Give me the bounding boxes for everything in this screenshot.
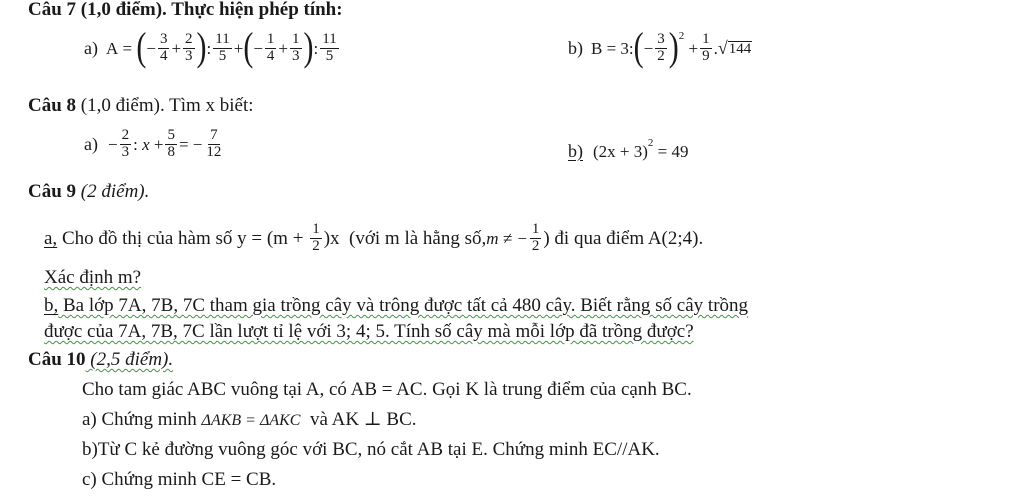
q9a-prefix: a, (44, 227, 58, 249)
q8-header-rest: (1,0 điểm). Tìm x biết: (76, 95, 254, 116)
question-10-line2 (82, 410, 417, 429)
q8a-frac1: $\frac{2}{3}$ (121, 127, 130, 160)
q9a-text1: Cho đồ thị của hàm số y = (m + (57, 227, 309, 249)
q7a-frac2: $\frac{2}{3}$ (185, 31, 193, 64)
q9-header-rest: (2 điểm). (76, 181, 150, 202)
q7b-var: B (591, 38, 603, 58)
q7b-label: b) (568, 38, 583, 59)
q7b-frac1: $\frac{3}{2}$ (657, 31, 665, 64)
q8a-frac3: $\frac{7}{12}$ (206, 127, 222, 160)
q10-header-bold: Câu 10 (28, 349, 86, 370)
q9a-frac1: $\frac{1}{2}$ (312, 221, 320, 254)
question-7-header-text: Câu 7 (1,0 điểm). Thực hiện phép tính: (28, 0, 343, 20)
q9b-line2-text: được của 7A, 7B, 7C lần lượt tỉ lệ với 3; 4; 5. Tính số cây mà mỗi lớp đã trồng được? (44, 321, 694, 342)
q10-line1-text: Cho tam giác ABC vuông tại A, có AB = AC. Gọi K là trung điểm của cạnh BC. (82, 379, 692, 400)
q10-line3-text: b)Từ C kẻ đường vuông góc với BC, nó cắt AB tại E. Chứng minh EC//AK. (82, 439, 660, 460)
question-10-line3 (82, 440, 660, 459)
question-9b-line2 (44, 322, 694, 341)
question-10-header (28, 350, 173, 369)
q9b-prefix: b, (44, 295, 59, 316)
q8b-expr: (2x + 3) (593, 141, 648, 161)
question-7a-expression: a) A = ( − $\frac{3}{4}$ + $\frac{2}{3}$ ) : $\frac{11}{5}$ + ( − $\frac{1}{4}$ + $\frac{1}{3}$ ) : $\frac{11}{5}$ (84, 25, 337, 70)
sqrt-symbol: √ 144 (717, 38, 752, 59)
question-7-header (28, 0, 343, 19)
q10-header-rest: (2,5 điểm). (85, 349, 174, 370)
q8b-label: b) (568, 141, 583, 161)
q8a-frac2: $\frac{5}{8}$ (167, 127, 175, 160)
q7a-frac1: $\frac{3}{4}$ (159, 31, 168, 64)
q7a-frac6: $\frac{11}{5}$ (322, 31, 337, 64)
q7a-label: a) (84, 38, 98, 59)
question-8b-expression (568, 136, 689, 161)
q9a-line2-text: Xác định m? (44, 267, 142, 288)
q7a-frac3: $\frac{11}{5}$ (215, 31, 230, 64)
question-9a-line2 (44, 268, 141, 287)
q7b-frac2: $\frac{1}{9}$ (702, 31, 710, 64)
q10-line2c: và AK ⊥ BC. (300, 409, 417, 430)
q7a-frac4: $\frac{1}{4}$ (266, 31, 275, 64)
q9a-frac2: $\frac{1}{2}$ (531, 221, 540, 254)
q8b-rhs: = 49 (657, 141, 689, 161)
q7a-var: A (105, 38, 119, 58)
q8-header-bold: Câu 8 (28, 95, 77, 116)
q10-line2b: ΔAKB = ΔAKC (201, 412, 301, 429)
q9b-line1-text: Ba lớp 7A, 7B, 7C tham gia trồng cây và trông được tất cả 480 cây. Biết rằng số cây trồng (58, 295, 749, 316)
question-8a-expression: a) − $\frac{2}{3}$ : x + $\frac{5}{8}$ = − $\frac{7}{12}$ (84, 127, 222, 160)
q8a-label: a) (84, 134, 98, 155)
q9a-text3: m ≠ − (486, 228, 528, 248)
q9a-text4: ) đi qua điểm A(2;4). (543, 227, 704, 249)
q10-line2a: a) Chứng minh (82, 409, 202, 430)
q8b-exp: 2 (647, 136, 654, 149)
q10-line4-text: c) Chứng minh CE = CB. (82, 469, 277, 490)
q7a-frac5: $\frac{1}{3}$ (292, 31, 300, 64)
q9a-text2: )x (với m là hằng số, (323, 227, 487, 249)
question-9-header (28, 182, 149, 201)
question-9b-line1 (44, 296, 748, 315)
question-10-line4 (82, 470, 276, 489)
question-7b-expression: b) B = 3: ( − $\frac{3}{2}$ ) $^2$ + $\frac{1}{9}$ . √ 144 (568, 25, 752, 70)
question-9a-line1 (44, 222, 703, 255)
question-10-line1 (82, 380, 692, 399)
question-8-header (28, 96, 254, 115)
q9-header-bold: Câu 9 (28, 181, 77, 202)
